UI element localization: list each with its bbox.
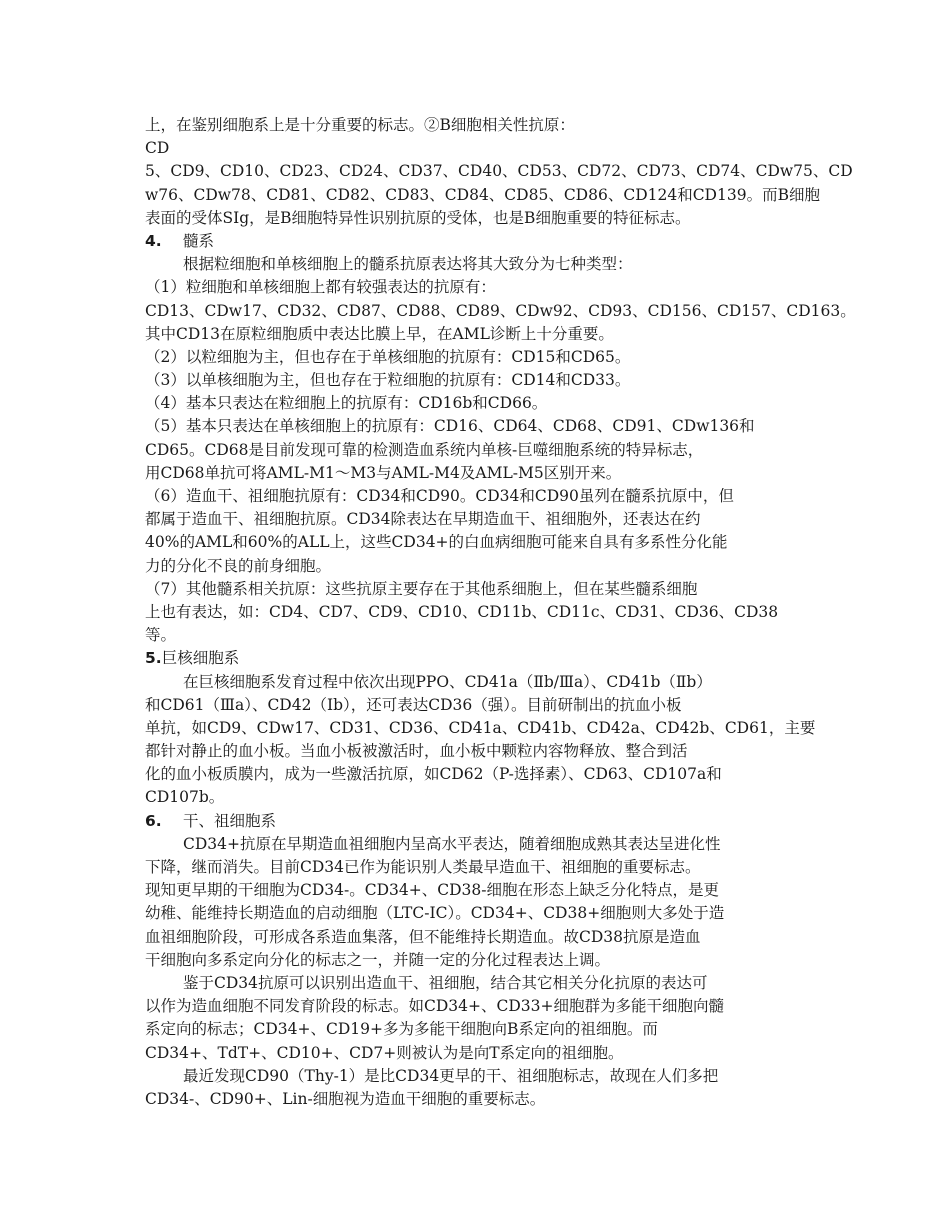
text-line: 根据粒细胞和单核细胞上的髓系抗原表达将其大致分为七种类型： (183, 255, 633, 274)
text-line: （3）以单核细胞为主，但也存在于粒细胞的抗原有：CD14和CD33。 (145, 371, 631, 390)
section-number: 5. (145, 649, 162, 668)
text-line: 和CD61（Ⅲa）、CD42（Ⅰb），还可表达CD36（强）。目前研制出的抗血小板 (145, 695, 682, 714)
text-line: 系定向的标志；CD34+、CD19+多为多能干细胞向B系定向的祖细胞。而 (145, 1020, 658, 1039)
text-line: CD13、CDw17、CD32、CD87、CD88、CD89、CDw92、CD93、CD156、CD157、CD163。 (145, 301, 856, 320)
section-heading (145, 810, 810, 833)
text-line: CD34-、CD90+、Lin-细胞视为造血干细胞的重要标志。 (145, 1089, 546, 1108)
text-line: 化的血小板质膜内，成为一些激活抗原，如CD62（P-选择素）、CD63、CD107a和 (145, 765, 722, 784)
text-line: CD (145, 139, 170, 158)
text-line: 鉴于CD34抗原可以识别出造血干、祖细胞，结合其它相关分化抗原的表达可 (183, 973, 708, 992)
text-line: （4）基本只表达在粒细胞上的抗原有：CD16b和CD66。 (145, 394, 548, 413)
section-number: 4. (145, 231, 162, 250)
text-line: 血祖细胞阶段，可形成各系造血集落，但不能维持长期造血。故CD38抗原是造血 (145, 927, 701, 946)
text-line: 上也有表达，如：CD4、CD7、CD9、CD10、CD11b、CD11c、CD31、CD36、CD38 (145, 602, 779, 621)
section-title: 干、祖细胞系 (183, 811, 277, 830)
section-heading (145, 647, 810, 670)
text-line: 干细胞向多系定向分化的标志之一，并随一定的分化过程表达上调。 (145, 950, 611, 969)
text-line: 以作为造血细胞不同发育阶段的标志。如CD34+、CD33+细胞群为多能干细胞向髓 (145, 997, 724, 1016)
text-line: 表面的受体SIg，是B细胞特异性识别抗原的受体，也是B细胞重要的特征标志。 (145, 208, 691, 227)
text-line: 现知更早期的干细胞为CD34-。CD34+、CD38-细胞在形态上缺乏分化特点，是更 (145, 881, 719, 900)
text-line: 最近发现CD90（Thy-1）是比CD34更早的干、祖细胞标志，故现在人们多把 (183, 1066, 719, 1085)
section-number: 6. (145, 811, 162, 830)
text-line: w76、CDw78、CD81、CD82、CD83、CD84、CD85、CD86、CD124和CD139。而B细胞 (145, 185, 820, 204)
text-line: 在巨核细胞系发育过程中依次出现PPO、CD41a（Ⅱb/Ⅲa）、CD41b（Ⅱb） (183, 672, 712, 691)
text-line: 单抗，如CD9、CDw17、CD31、CD36、CD41a、CD41b、CD42a、CD42b、CD61，主要 (145, 718, 816, 737)
text-line: CD107b。 (145, 788, 225, 807)
text-line: 上，在鉴别细胞系上是十分重要的标志。②B细胞相关性抗原： (145, 116, 575, 134)
text-line: （2）以粒细胞为主，但也存在于单核细胞的抗原有：CD15和CD65。 (145, 347, 631, 366)
section-heading (145, 230, 810, 253)
text-line: 幼稚、能维持长期造血的启动细胞（LTC-IC）。CD34+、CD38+细胞则大多处于造 (145, 904, 725, 923)
text-line: 都属于造血干、祖细胞抗原。CD34除表达在早期造血干、祖细胞外，还表达在约 (145, 510, 701, 529)
text-line: 5、CD9、CD10、CD23、CD24、CD37、CD40、CD53、CD72、CD73、CD74、CDw75、CD (145, 162, 853, 181)
section-title: 巨核细胞系 (161, 649, 240, 668)
text-line: 用CD68单抗可将AML-M1～M3与AML-M4及AML-M5区别开来。 (145, 463, 622, 482)
text-line: （1）粒细胞和单核细胞上都有较强表达的抗原有： (145, 278, 496, 297)
text-line: CD34+抗原在早期造血祖细胞内呈高水平表达，随着细胞成熟其表达呈进化性 (183, 834, 721, 853)
text-line: 下降，继而消失。目前CD34已作为能识别人类最早造血干、祖细胞的重要标志。 (145, 858, 701, 876)
text-line: CD34+、TdT+、CD10+、CD7+则被认为是向T系定向的祖细胞。 (145, 1043, 624, 1062)
document-body (145, 114, 856, 1111)
text-line: CD65。CD68是目前发现可靠的检测造血系统内单核-巨噬细胞系统的特异标志， (145, 440, 704, 459)
text-line: （6）造血干、祖细胞抗原有：CD34和CD90。CD34和CD90虽列在髓系抗原中，但 (145, 487, 734, 505)
text-line: 其中CD13在原粒细胞质中表达比膜上早，在AML诊断上十分重要。 (145, 324, 614, 343)
text-line: （5）基本只表达在单核细胞上的抗原有：CD16、CD64、CD68、CD91、CDw136和 (145, 417, 755, 436)
text-line: 力的分化不良的前身细胞。 (145, 556, 332, 575)
text-line: 等。 (145, 626, 177, 645)
text-line: （7）其他髓系相关抗原：这些抗原主要存在于其他系细胞上，但在某些髓系细胞 (145, 579, 698, 598)
section-title: 髓系 (183, 231, 215, 250)
text-line: 都针对静止的血小板。当血小板被激活时，血小板中颗粒内容物释放、整合到活 (145, 742, 688, 761)
text-line: 40%的AML和60%的ALL上，这些CD34+的白血病细胞可能来自具有多系性分化能 (145, 533, 728, 552)
